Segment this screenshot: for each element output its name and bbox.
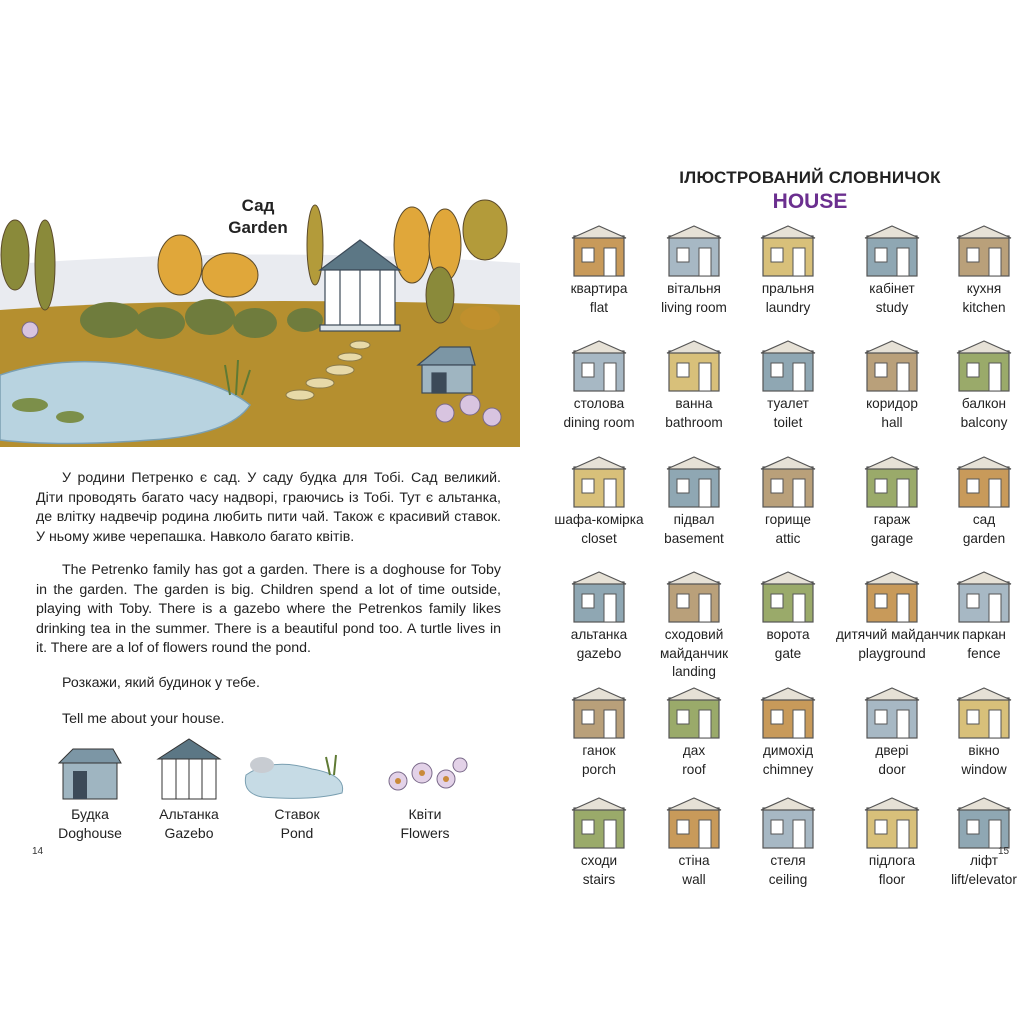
vocab-label-en: attic [775, 530, 801, 546]
vocab-label-en: dining room [563, 414, 635, 430]
vocab-label-en: floor [878, 871, 906, 887]
vocab-label-en: door [878, 761, 906, 777]
vocab-fence [928, 564, 1024, 663]
vocab-label-ua: ворота [766, 627, 810, 642]
porch-icon [570, 686, 628, 742]
vocab-toilet [732, 333, 844, 432]
vocab-label-en: garden [962, 530, 1006, 546]
paragraph-en: The Petrenko family has got a garden. There is a doghouse for Toby in the garden. The garden is big. Children spend a lot of time outside, playing with Toby. There is a gazebo where the Petrenkos family likes drinking tea in the summer. There is a beautiful pond too. A turtle lives in it. There are a lof of flowers round the pond. [36, 562, 501, 656]
vocab-label-en: window [961, 761, 1007, 777]
vocab-label-ua: підвал [673, 512, 715, 527]
scene-title [208, 195, 308, 239]
vocab-label-ua: ванна [675, 396, 713, 411]
attic-icon [759, 455, 817, 511]
vocab-label-en: landing [672, 664, 716, 679]
wall-icon [665, 796, 723, 852]
stairs-icon [570, 796, 628, 852]
vocab-label-ua: паркан [962, 627, 1006, 642]
gazebo-ua: Альтанка [159, 806, 219, 822]
vocab-label-en: laundry [765, 299, 811, 315]
vocab-label-en: garage [870, 530, 914, 546]
vocab-label-en: wall [682, 871, 706, 887]
gate-icon [759, 570, 817, 626]
scene-title-en: Garden [228, 218, 288, 237]
vocab-label-ua: кухня [966, 281, 1002, 296]
vocab-label-ua: квартира [570, 281, 628, 296]
gazebo-icon [154, 735, 224, 805]
vocab-label-en: gate [774, 645, 802, 661]
vocab-label-ua: коридор [866, 396, 918, 411]
laundry-icon [759, 224, 817, 280]
vocab-laundry [732, 218, 844, 317]
vocab-label-en: study [875, 299, 909, 315]
vocab-label-ua: кабінет [869, 281, 915, 296]
right-page [520, 0, 1024, 1024]
basement-icon [665, 455, 723, 511]
vocab-label-ua: вікно [968, 743, 1000, 758]
paragraph-ua: У родини Петренко є сад. У саду будка для Тобі. Сад великий. Діти проводять багато часу надворі, граючись із Тобі. Тут є альтанка, де влітку надвечір родина любить пити чай. Також є красивий ставок. У ньому живе черепашка. Навколо багато квітів. [36, 470, 501, 545]
vocab-label-en: ceiling [768, 871, 808, 887]
vocab-label-en: playground [858, 645, 926, 661]
vocab-label-en: fence [967, 645, 1001, 661]
balcony-icon [955, 339, 1013, 395]
vocab-label-ua: димохід [762, 743, 814, 758]
flowers-icon [380, 735, 470, 805]
vocab-label-en: bathroom [665, 414, 723, 430]
vocab-label-ua: вітальня [667, 281, 721, 296]
doghouse-en: Doghouse [58, 825, 122, 841]
vocab-pond [242, 735, 352, 843]
vocab-label-ua: ліфт [969, 853, 999, 868]
vocab-label-ua: альтанка [570, 627, 628, 642]
vocab-label-en: gazebo [576, 645, 622, 661]
vocab-label-en: kitchen [962, 299, 1006, 315]
vocab-label-en: living room [661, 299, 727, 315]
floor-icon [863, 796, 921, 852]
vocab-label-ua: гараж [873, 512, 911, 527]
vocab-ceiling [732, 790, 844, 889]
vocab-label-en: porch [581, 761, 616, 777]
vocab-gazebo [134, 735, 244, 843]
hall-icon [863, 339, 921, 395]
garden-icon [955, 455, 1013, 511]
vocab-label-ua: стеля [770, 853, 806, 868]
prompt-en: Tell me about your house. [62, 711, 225, 727]
vocab-label-ua: балкон [961, 396, 1007, 411]
vocab-gate [732, 564, 844, 663]
garage-icon [863, 455, 921, 511]
scene-title-ua: Сад [241, 196, 275, 215]
vocab-label-en: hall [881, 414, 903, 430]
vocab-attic [732, 449, 844, 548]
elevator-icon [955, 796, 1013, 852]
ceiling-icon [759, 796, 817, 852]
dictionary-title: ІЛЮСТРОВАНИЙ СЛОВНИЧОК [679, 168, 941, 187]
fence-icon [955, 570, 1013, 626]
dictionary-subtitle: HOUSE [772, 190, 848, 213]
chimney-icon [759, 686, 817, 742]
vocab-label-ua: туалет [767, 396, 809, 411]
vocab-label-en: lift/elevator [951, 871, 1017, 887]
vocab-label-ua: стіна [678, 853, 710, 868]
vocab-label-ua: горище [765, 512, 811, 527]
page-number-left: 14 [32, 846, 44, 857]
study-icon [863, 224, 921, 280]
pond-icon [242, 735, 352, 805]
vocab-label-en: stairs [582, 871, 616, 887]
landing-icon [665, 570, 723, 626]
vocab-label-en: chimney [762, 761, 814, 777]
kitchen-icon [955, 224, 1013, 280]
gazebo-en: Gazebo [164, 825, 214, 841]
vocab-label-ua: ганок [582, 743, 616, 758]
bathtub-icon [665, 339, 723, 395]
doghouse-ua: Будка [71, 806, 109, 822]
gazebo-icon [570, 570, 628, 626]
closet-icon [570, 455, 628, 511]
flowers-ua: Квіти [408, 806, 442, 822]
vocab-label-ua: дитячий майданчик [836, 627, 960, 642]
vocab-label-ua: пральня [761, 281, 815, 296]
flowers-en: Flowers [400, 825, 450, 841]
toilet-icon [759, 339, 817, 395]
vocab-label-en: basement [664, 530, 724, 546]
window-icon [955, 686, 1013, 742]
vocab-label-ua: сад [972, 512, 996, 527]
pond-ua: Ставок [274, 806, 320, 822]
vocab-label-en: roof [682, 761, 706, 777]
living-room-icon [665, 224, 723, 280]
vocab-label-en: balcony [960, 414, 1008, 430]
page-number-right: 15 [998, 846, 1010, 857]
vocab-label-en: closet [581, 530, 617, 546]
vocab-flowers [370, 735, 480, 843]
vocab-elevator [928, 790, 1024, 889]
vocab-kitchen [928, 218, 1024, 317]
vocab-garden [928, 449, 1024, 548]
vocab-balcony [928, 333, 1024, 432]
dining-room-icon [570, 339, 628, 395]
pond-en: Pond [280, 825, 314, 841]
flat-icon [570, 224, 628, 280]
vocab-label-ua: столова [573, 396, 625, 411]
roof-icon [665, 686, 723, 742]
playground-icon [863, 570, 921, 626]
prompt-ua: Розкажи, який будинок у тебе. [62, 675, 260, 691]
doghouse-icon [55, 735, 125, 805]
vocab-window [928, 680, 1024, 779]
door-icon [863, 686, 921, 742]
vocab-doghouse [35, 735, 145, 843]
vocab-label-ua: сходи [580, 853, 618, 868]
vocab-label-en: flat [589, 299, 609, 315]
vocab-label-ua: сходовий майданчик [659, 627, 729, 661]
vocab-label-ua: підлога [868, 853, 916, 868]
vocab-label-en: toilet [773, 414, 803, 430]
vocab-chimney [732, 680, 844, 779]
vocab-label-ua: шафа-комірка [554, 512, 644, 527]
vocab-label-ua: двері [875, 743, 909, 758]
vocab-label-ua: дах [682, 743, 706, 758]
